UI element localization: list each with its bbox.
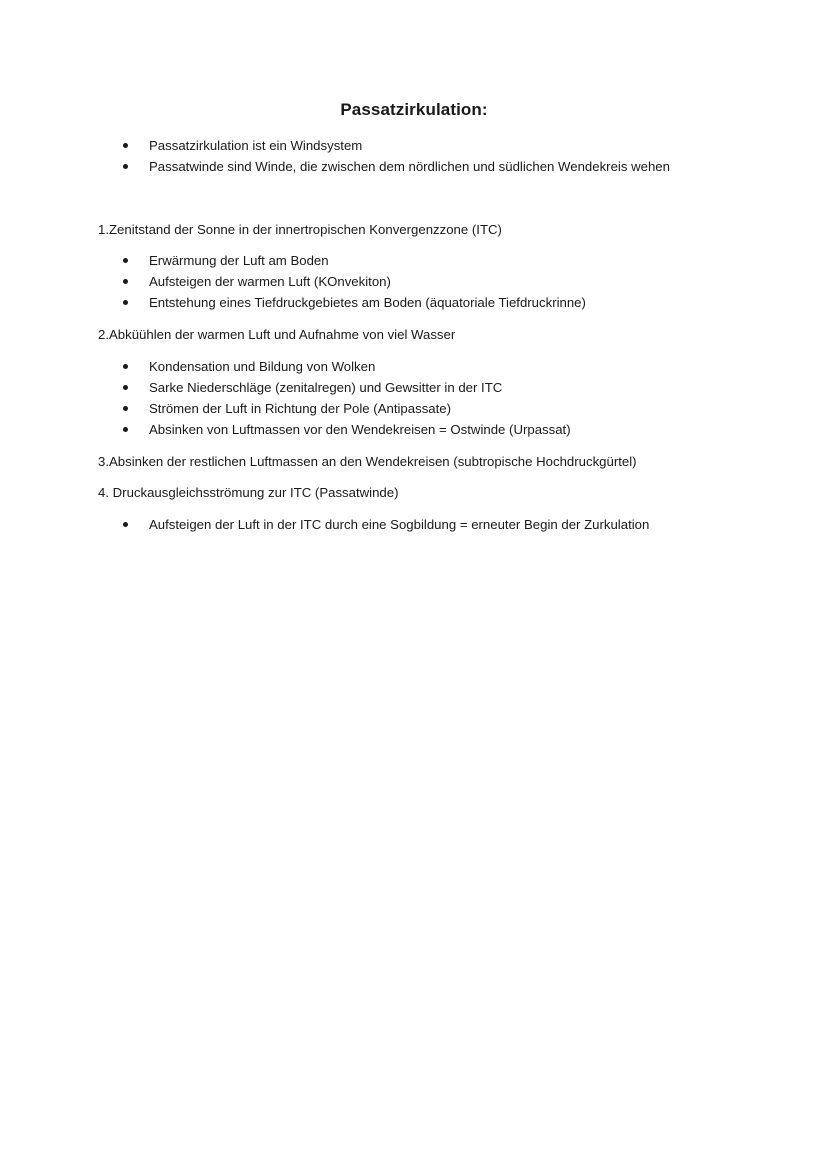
bullet-icon [123,364,128,369]
bullet-icon [123,427,128,432]
list-item-text: Aufsteigen der Luft in der ITC durch eine Sogbildung = erneuter Begin der Zurkulation [149,517,650,532]
list-item-text: Strömen der Luft in Richtung der Pole (Antipassate) [149,401,452,416]
section-heading-1: 1.Zenitstand der Sonne in der innertropischen Konvergenzzone (ITC) [98,222,502,237]
bullet-icon [123,279,128,284]
list-item [120,398,571,419]
list-item [120,419,571,440]
intro-bullet-list [120,135,670,177]
list-item-text: Passatzirkulation ist ein Windsystem [149,138,363,153]
list-item [120,271,586,292]
section-4-bullet-list [120,514,649,535]
document-title: Passatzirkulation: [340,100,488,119]
list-item [120,156,670,177]
section-heading-3: 3.Absinken der restlichen Luftmassen an den Wendekreisen (subtropische Hochdruckgürtel) [98,454,637,469]
list-item [120,135,670,156]
bullet-icon [123,522,128,527]
list-item-text: Sarke Niederschläge (zenitalregen) und Gewsitter in der ITC [149,380,503,395]
list-item-text: Erwärmung der Luft am Boden [149,253,329,268]
section-heading-2: 2.Abküühlen der warmen Luft und Aufnahme von viel Wasser [98,327,456,342]
bullet-icon [123,406,128,411]
list-item-text: Passatwinde sind Winde, die zwischen dem nördlichen und südlichen Wendekreis wehen [149,159,670,174]
list-item-text: Aufsteigen der warmen Luft (KOnvekiton) [149,274,391,289]
section-2-bullet-list [120,356,571,440]
bullet-icon [123,300,128,305]
bullet-icon [123,385,128,390]
list-item [120,356,571,377]
list-item-text: Kondensation und Bildung von Wolken [149,359,376,374]
section-heading-4: 4. Druckausgleichsströmung zur ITC (Passatwinde) [98,485,399,500]
bullet-icon [123,164,128,169]
list-item [120,514,649,535]
bullet-icon [123,143,128,148]
list-item [120,292,586,313]
bullet-icon [123,258,128,263]
list-item [120,377,571,398]
list-item [120,250,586,271]
list-item-text: Absinken von Luftmassen vor den Wendekreisen = Ostwinde (Urpassat) [149,422,571,437]
list-item-text: Entstehung eines Tiefdruckgebietes am Boden (äquatoriale Tiefdruckrinne) [149,295,586,310]
section-1-bullet-list [120,250,586,313]
